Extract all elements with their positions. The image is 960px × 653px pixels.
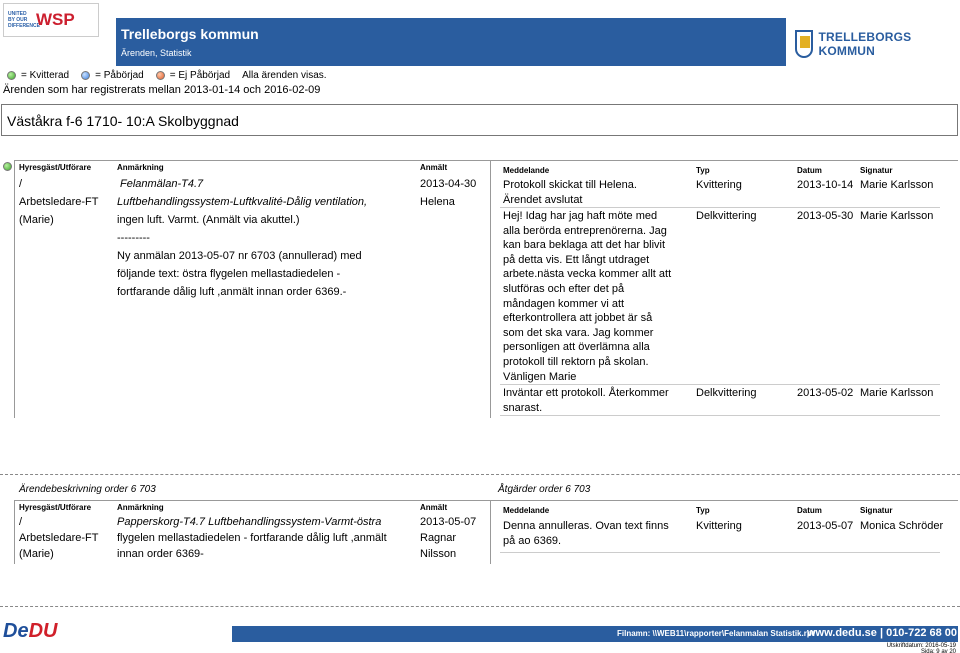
dedu-logo-part: De [3,620,29,642]
message-signature: Marie Karlsson [860,210,934,222]
remark-cell [117,177,417,300]
status-legend [4,69,339,81]
message-line: personligen att överlämna alla [503,341,650,354]
message-line: alla berörda entreprenörerna. Jag [503,224,667,237]
message-header: Meddelande [503,506,550,515]
footer-separator [0,606,960,607]
section-separator [0,474,960,475]
date-range: Ärenden som har registrerats mellan 2013-01-14 och 2016-02-09 [3,84,321,96]
message-line: protokoll till rektorn på skolan. [503,355,649,368]
type-header: Typ [696,506,710,515]
remark-text: Papperskorg-T4.7 Luftbehandlingssystem-Varmt-östra [117,516,382,528]
remark-line [117,515,417,530]
tenant-line: Arbetsledare-FT [19,532,99,544]
page-title: Trelleborgs kommun [121,26,259,42]
message-line: Hej! Idag har jag haft möte med [503,210,658,222]
divider [500,384,940,385]
message-line: kan bara beklaga att det har blivit [503,239,666,252]
reported-cell [420,177,476,210]
signature-header: Signatur [860,506,893,515]
type-header: Typ [696,166,710,175]
divider [14,500,15,564]
reported-header: Anmält [420,503,448,512]
actions-title: Åtgärder order 6 703 [498,484,591,495]
remark-header: Anmärkning [117,163,164,172]
message-line: Vänligen Marie [503,370,577,383]
website-link[interactable]: www.dedu.se | 010-722 68 00 [807,627,958,639]
crest-icon [795,30,813,58]
case-description-title: Ärendebeskrivning order 6 703 [19,484,156,495]
tenant-header: Hyresgäst/Utförare [19,163,92,172]
blue-dot-icon [81,71,90,80]
tenant-line: (Marie) [19,214,54,226]
legend-label: = Ej Påbörjad [169,69,231,81]
message-type: Delkvittering [696,387,757,399]
remark-header: Anmärkning [117,503,164,512]
trelleborg-logo [795,26,957,62]
message-line: Protokoll skickat till Helena. [503,179,637,191]
message-line: på detta vis. Ett långt utdraget [503,253,650,266]
message-text [503,209,688,384]
wsp-logo-tag: UNITED BY OUR DIFFERENCE [8,11,40,29]
case-status-green-icon [3,162,12,171]
tenant-line: Arbetsledare-FT [19,196,99,208]
remark-line: innan order 6369- [117,548,204,560]
message-text [503,178,688,208]
remark-line: ingen luft. Varmt. (Anmält via akuttel.) [117,214,300,226]
divider [490,500,491,564]
message-text [503,519,688,549]
reported-date: 2013-05-07 [420,516,477,528]
remark-line: Felanmälan-T4.7 [120,178,204,190]
signature-header: Signatur [860,166,893,175]
legend-label: = Kvitterad [21,69,70,81]
divider [500,207,940,208]
message-line: måndagen kommer vi att [503,297,625,310]
tenant-line: / [19,516,23,528]
dedu-logo [3,620,57,643]
divider [14,500,958,501]
divider [490,160,491,418]
print-date: Utskriftdatum: 2016-05-19 [886,643,956,649]
message-header: Meddelande [503,166,550,175]
message-type: Delkvittering [696,210,757,222]
dedu-logo-part: DU [28,620,58,642]
legend-label: = Påbörjad [95,69,144,81]
message-type: Kvittering [696,179,742,191]
message-text [503,386,688,416]
message-line: på ao 6369. [503,535,562,547]
message-date: 2013-05-07 [797,520,854,532]
remark-line [117,195,417,210]
date-header: Datum [797,506,822,515]
red-dot-icon [156,71,165,80]
message-date: 2013-05-02 [797,387,854,399]
municipality-logo-text: TRELLEBORGS KOMMUN [818,30,912,58]
message-line: arbete.nästa vecka kommer allt att [503,268,672,281]
message-line: slutföras och efter det på [503,282,625,295]
remark-text: Luftbehandlingssystem-Luftkvalité-Dålig ventilation, [117,196,368,208]
divider [500,415,940,416]
reported-date: 2013-04-30 [420,178,477,190]
message-line: som det ska vara. Jag kommer [503,326,654,339]
project-title: Väståkra f-6 1710- 10:A Skolbyggnad [1,104,958,136]
header [0,0,960,68]
message-line: efterkontrollera att jobbet är så [503,312,653,325]
message-line: Ärendet avslutat [503,194,583,206]
all-cases-note: Alla ärenden visas. [242,69,327,81]
wsp-logo-brand: WSP [36,10,75,29]
message-type: Kvittering [696,520,742,532]
tenant-cell [19,515,98,562]
tenant-cell [19,177,98,228]
reported-by: Nilsson [420,548,457,560]
page-subtitle: Ärenden, Statistik [121,48,192,58]
remark-line: flygelen mellastadiedelen - fortfarande dålig luft ,anmält [117,532,387,544]
message-date: 2013-10-14 [797,179,854,191]
message-signature: Marie Karlsson [860,179,934,191]
legend-kvitterad [7,70,69,81]
reported-cell [420,515,476,562]
message-line: Inväntar ett protokoll. Återkommer [503,387,669,399]
remark-line: Ny anmälan 2013-05-07 nr 6703 (annullerad) med [117,250,362,262]
divider [14,160,15,418]
legend-ej-paborjad [156,70,230,81]
remark-line: följande text: östra flygelen mellastadiedelen - [117,268,341,280]
title-banner [116,18,786,66]
message-line: snarast. [503,402,543,414]
remark-line: fortfarande dålig luft ,anmält innan order 6369.- [117,286,347,298]
tenant-line: (Marie) [19,548,54,560]
divider [14,160,958,161]
divider [500,552,940,553]
file-name: Filnamn: \\WEB11\rapporter\Felanmalan Statistik.rpt [617,629,815,638]
reported-by: Ragnar [420,532,457,544]
footer [0,616,960,653]
reported-by: Helena [420,196,455,208]
tenant-header: Hyresgäst/Utförare [19,503,92,512]
reported-header: Anmält [420,163,448,172]
green-dot-icon [7,71,16,80]
message-date: 2013-05-30 [797,210,854,222]
page-number: Sida: 9 av 20 [920,649,956,653]
date-header: Datum [797,166,822,175]
remark-line: --------- [117,232,150,244]
legend-paborjad [81,70,144,81]
remark-cell [117,515,417,562]
footer-bar [232,626,958,642]
message-signature: Monica Schröder [860,520,944,532]
wsp-logo [3,3,99,37]
message-line: Denna annulleras. Ovan text finns [503,520,669,532]
message-signature: Marie Karlsson [860,387,934,399]
tenant-line: / [19,178,23,190]
